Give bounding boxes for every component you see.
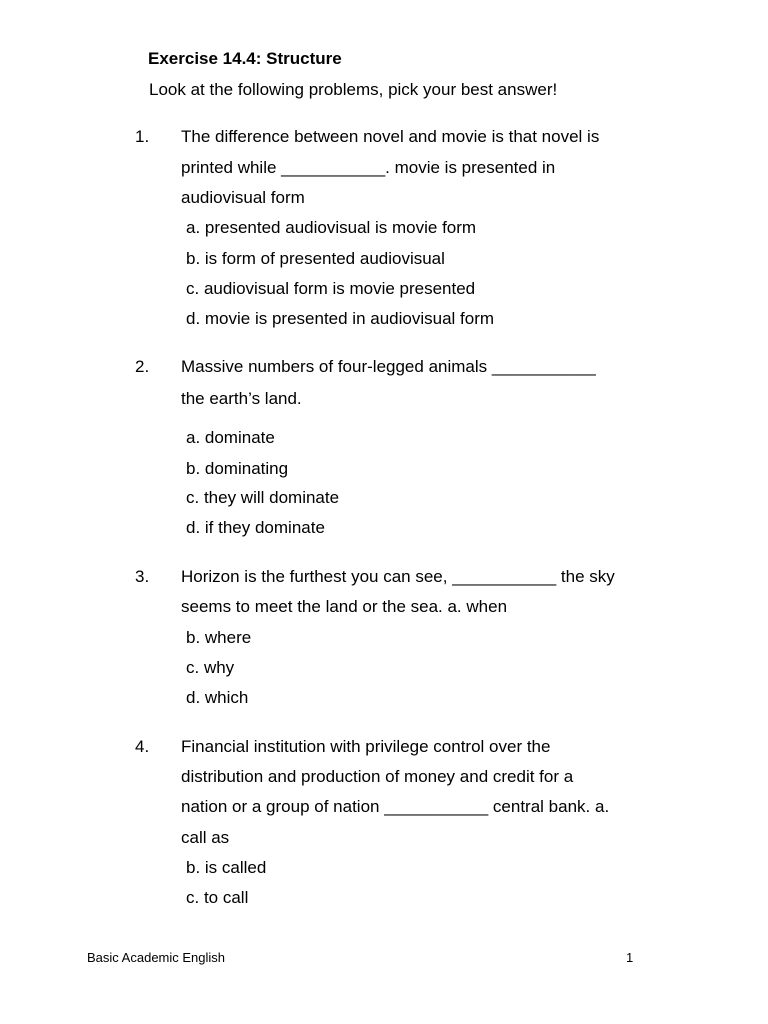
question-1-line-2: printed while ___________. movie is presented in (181, 158, 556, 177)
question-3-line-2: seems to meet the land or the sea. a. when (181, 597, 508, 616)
question-4-option-b: b. is called (186, 858, 267, 877)
question-4-number: 4. (135, 737, 150, 756)
question-2-option-d: d. if they dominate (186, 518, 325, 537)
question-3-number: 3. (135, 567, 150, 586)
question-2-option-c: c. they will dominate (186, 488, 340, 507)
footer-course-title: Basic Academic English (87, 950, 226, 965)
question-3-line-1: Horizon is the furthest you can see, ___________ the sky (181, 567, 615, 586)
question-3-option-d: d. which (186, 688, 249, 707)
question-4-line-1: Financial institution with privilege control over the (181, 737, 551, 756)
question-2-option-a: a. dominate (186, 428, 275, 447)
question-1-line-3: audiovisual form (181, 188, 305, 207)
question-4-line-4: call as (181, 828, 230, 847)
instructions-text: Look at the following problems, pick your best answer! (149, 80, 558, 99)
footer-page-number: 1 (626, 950, 634, 965)
question-1-option-c: c. audiovisual form is movie presented (186, 279, 476, 298)
question-2-line-2: the earth’s land. (181, 389, 302, 408)
question-1-option-d: d. movie is presented in audiovisual form (186, 309, 495, 328)
question-1-option-b: b. is form of presented audiovisual (186, 249, 445, 268)
question-3-option-c: c. why (186, 658, 235, 677)
question-4-option-c: c. to call (186, 888, 249, 907)
question-4-line-2: distribution and production of money and credit for a (181, 767, 574, 786)
exercise-title: Exercise 14.4: Structure (148, 49, 342, 68)
question-1-number: 1. (135, 127, 150, 146)
question-4-line-3: nation or a group of nation ___________ central bank. a. (181, 797, 610, 816)
question-2-number: 2. (135, 357, 150, 376)
question-2-line-1: Massive numbers of four-legged animals ___________ (181, 357, 596, 376)
question-1-line-1: The difference between novel and movie is that novel is (181, 127, 600, 146)
question-1-option-a: a. presented audiovisual is movie form (186, 218, 477, 237)
question-3-option-b: b. where (186, 628, 252, 647)
question-2-option-b: b. dominating (186, 459, 289, 478)
